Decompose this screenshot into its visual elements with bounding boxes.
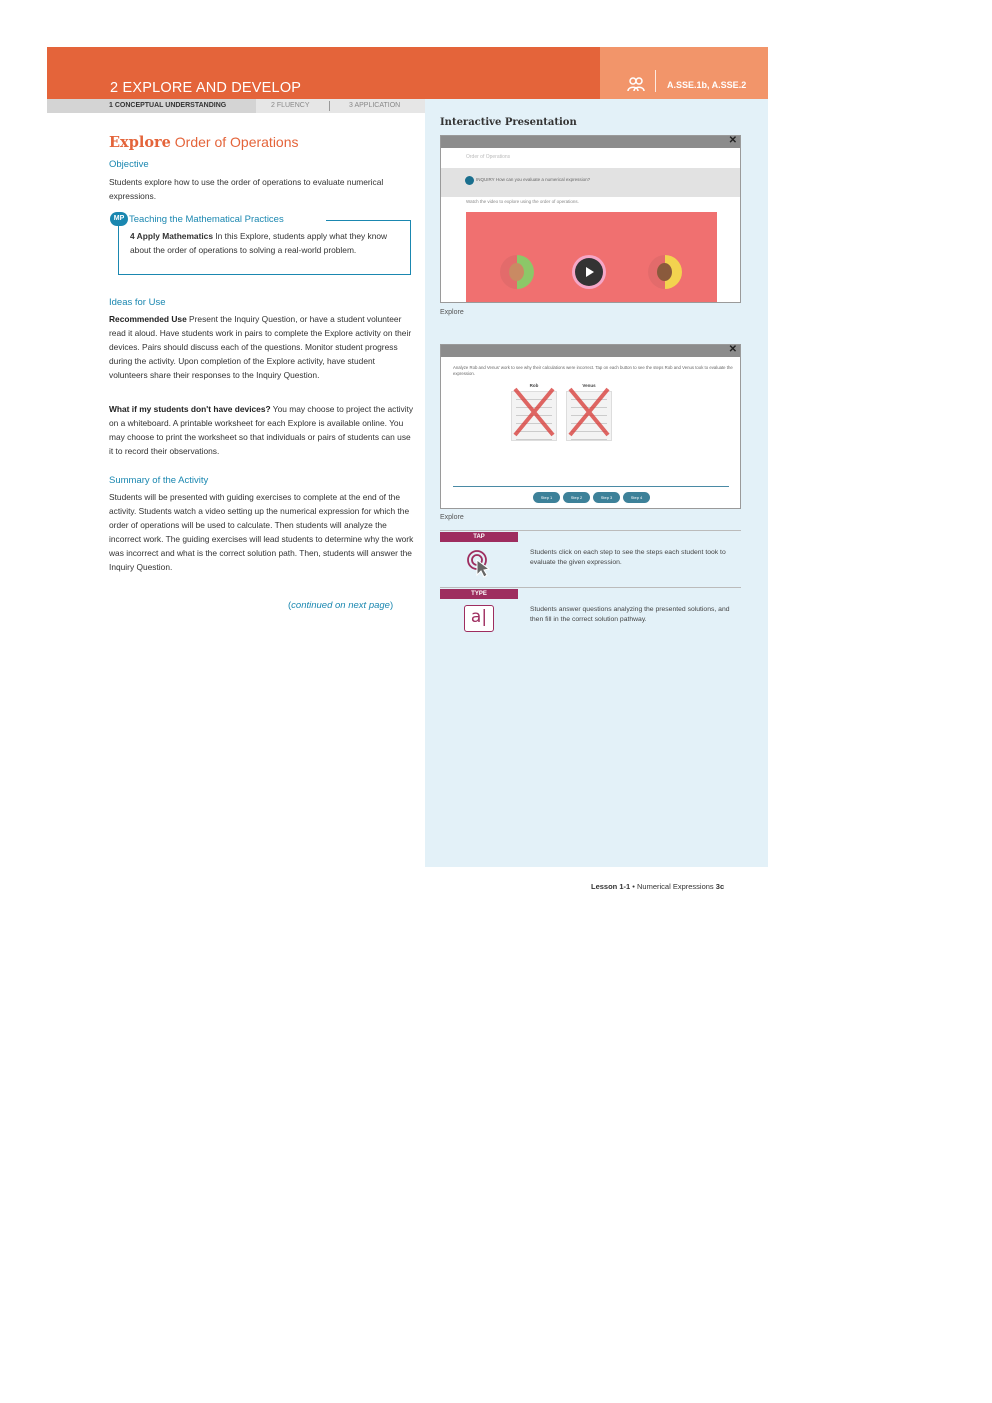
subnav-item-application[interactable]: 3 APPLICATION	[349, 102, 401, 109]
avatar-face	[509, 263, 524, 281]
inquiry-icon	[465, 176, 474, 185]
play-button[interactable]	[575, 258, 603, 286]
recommended-use-text	[109, 312, 414, 382]
summary-text: Students will be presented with guiding exercises to complete at the end of the activity. Students watch a video setting up the numerical expression for which the order of operations will be used to calculate. Then students will analyze the incorrect work. The guiding exercises will lead students to determine why the work was incorrect and what is the correct solution path. Then, students will answer the Inquiry Question.	[109, 492, 414, 572]
continued-close: )	[389, 600, 394, 611]
footer-topic: Numerical Expressions	[636, 882, 714, 891]
continued-text: continued on next page	[291, 600, 390, 611]
type-description: Students answer questions analyzing the presented solutions, and then fill in the correct solution pathway.	[530, 606, 730, 623]
tap-description: Students click on each step to see the steps each student took to evaluate the given expression.	[530, 549, 726, 566]
mp-badge-icon: MP	[110, 212, 128, 226]
incorrect-x-icon	[509, 383, 559, 441]
header-standards-panel	[600, 47, 768, 99]
mp-text-body: In this Explore, students apply what they know about the order of operations to solving a real-world problem.	[130, 231, 388, 255]
student-avatar	[648, 255, 682, 289]
student-name: Rob	[529, 383, 539, 388]
close-icon[interactable]: ✕	[728, 344, 737, 355]
mp-title: Teaching the Mathematical Practices	[129, 214, 284, 225]
collaboration-icon	[627, 76, 645, 92]
incorrect-x-icon	[564, 383, 614, 441]
devices-body: You may choose to project the activity on a whiteboard. A printable worksheet for each Explore is available online. You may choose to print the worksheet so that individuals or pairs of students can use it to record their observations.	[109, 404, 414, 456]
type-text-icon: a|	[464, 605, 494, 632]
continued-open: (	[288, 600, 292, 611]
tap-label: TAP	[440, 532, 518, 542]
inquiry-text: INQUIRY How can you evaluate a numerical expression?	[476, 177, 591, 182]
student-work-rob	[511, 383, 557, 441]
step-3-button[interactable]: Step 3	[593, 492, 620, 503]
subnav-item-fluency[interactable]: 2 FLUENCY	[271, 102, 310, 109]
screen2-caption: Explore	[440, 514, 464, 521]
continued-link[interactable]	[288, 600, 393, 611]
type-label: TYPE	[440, 589, 518, 599]
step-divider	[453, 486, 729, 487]
footer-page-number: 3c	[715, 882, 725, 891]
subnav-divider	[329, 101, 330, 111]
analysis-prompt: Analyze Rob and Venus' work to see why their calculations were incorrect. Tap on each button to see the steps Rob and Venus took to evaluate the expression.	[453, 365, 733, 376]
type-rule	[440, 587, 741, 588]
footer-bullet: •	[630, 882, 637, 891]
explore-screen-video	[440, 135, 741, 303]
step-4-button[interactable]: Step 4	[623, 492, 650, 503]
student-name: Venus	[582, 383, 596, 388]
inquiry-bar	[441, 168, 740, 197]
devices-label: What if my students don't have devices?	[109, 404, 271, 414]
step-2-button[interactable]: Step 2	[563, 492, 590, 503]
screen1-caption: Explore	[440, 309, 464, 316]
screen-titlebar	[441, 136, 740, 148]
video-player[interactable]	[466, 212, 717, 302]
ideas-heading: Ideas for Use	[109, 297, 166, 308]
student-avatar	[500, 255, 534, 289]
footer-lesson: Lesson 1-1	[591, 882, 631, 891]
step-1-button[interactable]: Step 1	[533, 492, 560, 503]
watch-instruction: Watch the video to explore using the order of operations.	[466, 199, 579, 204]
page-title-rest: Order of Operations	[174, 134, 299, 150]
recommended-use-body: Present the Inquiry Question, or have a student volunteer read it aloud. Have students work in pairs to complete the Explore activity on their devices. Pairs should discuss each of the questions. Monitor student progress during the activity. Upon completion of the Explore activity, have student volunteers share their responses to the Inquiry Question.	[109, 314, 412, 380]
subnav-item-conceptual[interactable]: 1 CONCEPTUAL UNDERSTANDING	[109, 102, 227, 109]
interactive-heading: Interactive Presentation	[440, 117, 577, 128]
objective-text: Students explore how to use the order of operations to evaluate numerical expressions.	[109, 177, 384, 201]
recommended-use-label: Recommended Use	[109, 314, 187, 324]
mp-text	[130, 229, 402, 257]
close-icon[interactable]: ✕	[728, 135, 737, 146]
page-title	[109, 134, 299, 151]
objective-heading: Objective	[109, 159, 149, 170]
standards-label: A.SSE.1b, A.SSE.2	[667, 80, 747, 90]
screen-titlebar	[441, 345, 740, 357]
avatar-face	[657, 263, 672, 281]
mp-text-bold: 4 Apply Mathematics	[130, 231, 213, 241]
tap-rule	[440, 530, 741, 531]
devices-text	[109, 402, 414, 458]
screen-title: Order of Operations	[466, 154, 511, 160]
tap-cursor-icon	[466, 548, 494, 578]
student-work-venus	[566, 383, 612, 441]
summary-heading: Summary of the Activity	[109, 475, 209, 486]
explore-screen-analysis	[440, 344, 741, 509]
header-divider	[655, 70, 656, 92]
section-title: 2 EXPLORE AND DEVELOP	[110, 80, 302, 96]
page-footer	[591, 882, 724, 891]
page-title-bold: Explore	[109, 134, 171, 151]
